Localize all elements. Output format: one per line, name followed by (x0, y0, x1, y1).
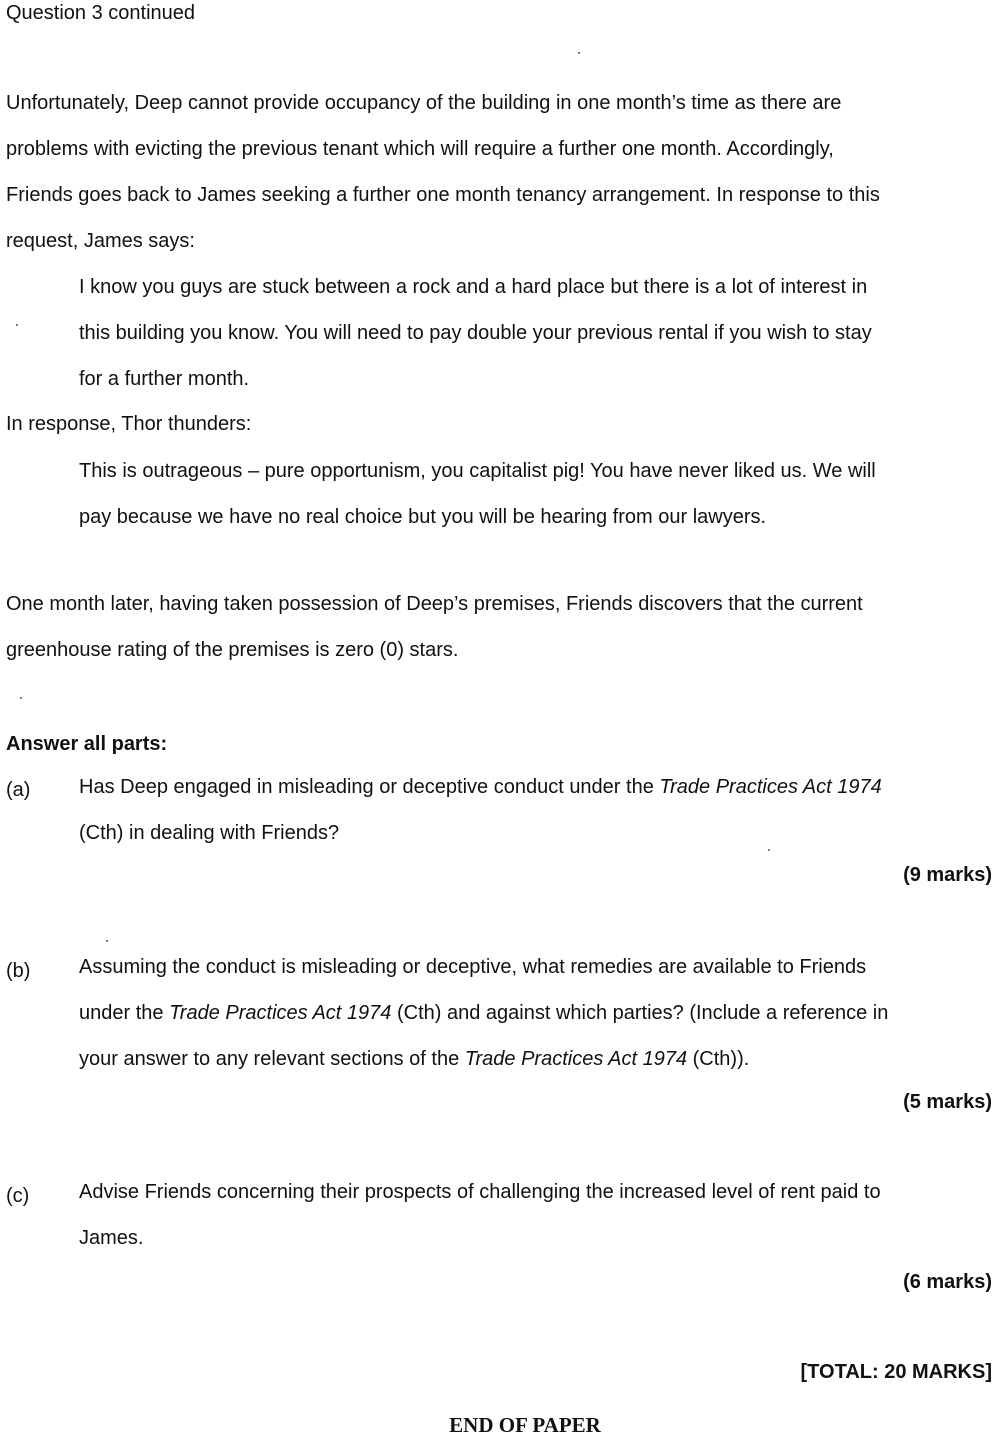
thor-quote (79, 448, 993, 540)
text-line: request, James says: (6, 230, 195, 252)
question-a-text (79, 764, 993, 856)
question-text: under the (79, 1002, 170, 1024)
text-line: Unfortunately, Deep cannot provide occupancy of the building in one month’s time as there are (6, 92, 842, 114)
question-b-marks: (5 marks) (903, 1091, 992, 1113)
scan-speck (578, 52, 580, 54)
quote-line: This is outrageous – pure opportunism, you capitalist pig! You have never liked us. We will (79, 460, 876, 482)
question-b-text (79, 944, 993, 1082)
question-c-label: (c) (6, 1185, 30, 1207)
total-marks: [TOTAL: 20 MARKS] (800, 1361, 992, 1383)
text-line: problems with evicting the previous tenant which will require a further one month. Accordingly, (6, 138, 834, 160)
text-line: One month later, having taken possession of Deep’s premises, Friends discovers that the current (6, 593, 863, 615)
quote-line: for a further month. (79, 368, 250, 390)
question-text: your answer to any relevant sections of the (79, 1048, 465, 1070)
text-line: Friends goes back to James seeking a further one month tenancy arrangement. In response to this (6, 184, 880, 206)
act-title: Trade Practices Act 1974 (464, 1048, 688, 1070)
question-line (79, 1036, 993, 1082)
question-b-label: (b) (6, 960, 31, 982)
question-line (79, 990, 993, 1036)
question-text: Has Deep engaged in misleading or deceptive conduct under the (79, 776, 660, 798)
question-line (79, 764, 993, 810)
scan-speck (106, 940, 108, 942)
end-of-paper: END OF PAPER (449, 1413, 601, 1437)
question-c-marks: (6 marks) (903, 1271, 992, 1293)
question-line: Advise Friends concerning their prospects of challenging the increased level of rent paid to (79, 1181, 881, 1203)
james-quote (79, 264, 993, 402)
text-line: greenhouse rating of the premises is zero (0) stars. (6, 639, 459, 661)
scan-speck (20, 697, 22, 699)
question-line: James. (79, 1227, 144, 1249)
question-line: Assuming the conduct is misleading or deceptive, what remedies are available to Friends (79, 956, 867, 978)
question-line: (Cth) in dealing with Friends? (79, 822, 340, 844)
scenario-paragraph-2 (6, 581, 994, 673)
quote-line: pay because we have no real choice but you will be hearing from our lawyers. (79, 506, 767, 528)
question-a-label: (a) (6, 779, 31, 801)
question-text: (Cth)). (687, 1048, 750, 1070)
act-title: Trade Practices Act 1974 (659, 776, 882, 798)
quote-line: I know you guys are stuck between a rock and a hard place but there is a lot of interest in (79, 276, 868, 298)
act-title: Trade Practices Act 1974 (169, 1002, 392, 1024)
page-header: Question 3 continued (6, 2, 196, 24)
question-c-text (79, 1169, 993, 1261)
thor-intro: In response, Thor thunders: (6, 413, 252, 435)
scan-speck (16, 324, 18, 326)
scan-speck (768, 849, 770, 851)
answer-heading: Answer all parts: (6, 733, 168, 755)
question-text: (Cth) and against which parties? (Include a reference in (391, 1002, 889, 1024)
question-a-marks: (9 marks) (903, 864, 992, 886)
quote-line: this building you know. You will need to pay double your previous rental if you wish to stay (79, 322, 872, 344)
scenario-paragraph-1 (6, 80, 994, 264)
